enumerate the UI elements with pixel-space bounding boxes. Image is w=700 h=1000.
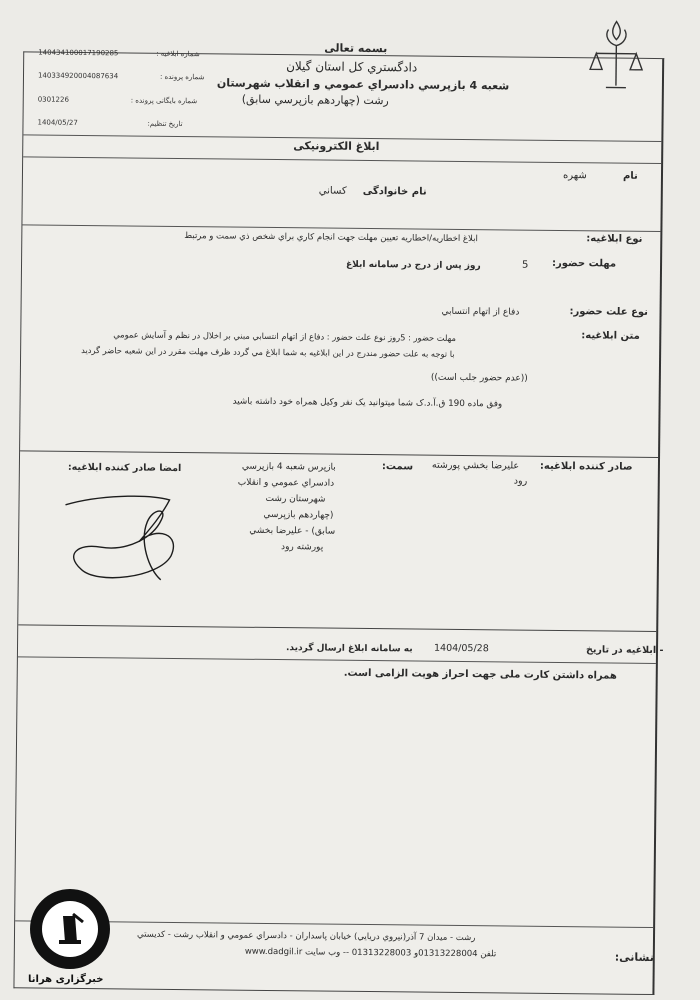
address-label: نشانی: bbox=[614, 950, 654, 965]
meta-value-4: 1404/05/27 bbox=[37, 118, 78, 127]
meta-label-2: شماره پرونده : bbox=[159, 72, 205, 82]
delivery-label: - ابلاغیه در تاریخ bbox=[585, 644, 664, 657]
id-card-notice: همراه داشتن کارت ملی جهت احراز هويت الزامی است. bbox=[343, 667, 617, 682]
judiciary-emblem-icon bbox=[586, 13, 647, 94]
reason-value: دفاع از اتهام انتسابي bbox=[441, 306, 520, 318]
deadline-label: مهلت حضور: bbox=[552, 257, 617, 270]
position-line-3: شهرستان رشت bbox=[265, 493, 326, 505]
body-label: متن ابلاغیه: bbox=[581, 330, 640, 342]
hrana-logo bbox=[27, 886, 113, 972]
issuer-name-1: عليرضا بخشي پورشته bbox=[431, 459, 520, 472]
body-line-1: مهلت حضور : 5روز نوع علت حضور : دفاع از اتهام انتسابي مبني بر اخلال در نظم و آسايش عمومي bbox=[113, 329, 457, 343]
document-title: ابلاغ الکترونیکی bbox=[293, 139, 380, 154]
meta-label-4: تاریخ تنظیم: bbox=[147, 119, 183, 129]
issuer-label: صادر کننده ابلاغیه: bbox=[539, 460, 633, 473]
delivery-date: 1404/05/28 bbox=[433, 642, 489, 655]
meta-value-2: 140334920004087634 bbox=[37, 71, 119, 81]
delivery-text: به سامانه ابلاغ ارسال گردید. bbox=[285, 643, 413, 655]
address-line-1: رشت - ميدان 7 آذر(نيروي دريايي) خيابان پاسداران - دادسراي عمومي و انقلاب رشت - کديستي bbox=[136, 929, 476, 944]
position-line-6: پورشته رود bbox=[281, 542, 324, 553]
meta-value-1: 140434100017190285 bbox=[38, 48, 119, 58]
position-line-2: دادسراي عمومي و انقلاب bbox=[237, 477, 335, 489]
branch-line-1: شعبه 4 بازپرسي دادسراي عمومي و انقلاب شهرستان bbox=[216, 76, 510, 93]
watermark-text: خبرگزاری هرانا bbox=[28, 974, 104, 985]
body-line-2: با توجه به علت حضور مندرج در اين ابلاغيه به شما ابلاغ مي گردد ظرف مهلت مقرر در اين شعبه حاضر گرديد bbox=[81, 344, 455, 359]
position-line-5: سابق) - عليرضا بخشي bbox=[249, 525, 336, 537]
branch-line-2: رشت (چهاردهم بازپرسي سابق) bbox=[241, 92, 389, 108]
meta-label-1: شماره ابلاغیه : bbox=[156, 49, 200, 59]
position-line-4: (چهاردهم بازپرسي bbox=[263, 509, 334, 521]
basmala: بسمه تعالی bbox=[324, 41, 388, 56]
position-label: سمت: bbox=[381, 461, 414, 473]
family-label: نام خانوادگی bbox=[362, 185, 427, 198]
signature-label: امضا صادر کننده ابلاغیه: bbox=[67, 461, 182, 475]
notice-document bbox=[13, 41, 664, 995]
court-name: دادگستري کل استان گيلان bbox=[286, 59, 418, 75]
address-line-2: تلفن 01313228004و 01313228003 -- وب سايت www.dadgil.ir bbox=[244, 946, 497, 960]
family-value: کساني bbox=[318, 185, 347, 197]
notice-type-value: ابلاغ اخطاريه/اخطاريه تعيين مهلت جهت انجام کاري براي شخص ذي سمت و مرتبط bbox=[184, 231, 478, 245]
notice-type-label: نوع ابلاغیه: bbox=[586, 233, 643, 245]
body-line-3: ((عدم حضور جلب است)) bbox=[430, 372, 528, 384]
name-label: نام bbox=[622, 170, 638, 182]
body-line-4: وفق ماده 190 ق.آ.د.ک شما ميتوانيد يک نفر وکيل همراه خود داشته باشيد bbox=[232, 396, 503, 410]
deadline-days: 5 bbox=[521, 259, 529, 271]
deadline-text: روز پس از درج در سامانه ابلاغ bbox=[345, 259, 481, 272]
handwritten-signature bbox=[57, 485, 188, 586]
name-value: شهره bbox=[562, 170, 587, 182]
position-line-1: بازپرس شعبه 4 بازپرسي bbox=[241, 461, 336, 473]
reason-label: نوع علت حضور: bbox=[569, 306, 649, 318]
meta-label-3: شماره بایگانی پرونده : bbox=[130, 96, 198, 106]
issuer-name-2: رود bbox=[513, 475, 528, 487]
meta-value-3: 0301226 bbox=[37, 95, 69, 104]
